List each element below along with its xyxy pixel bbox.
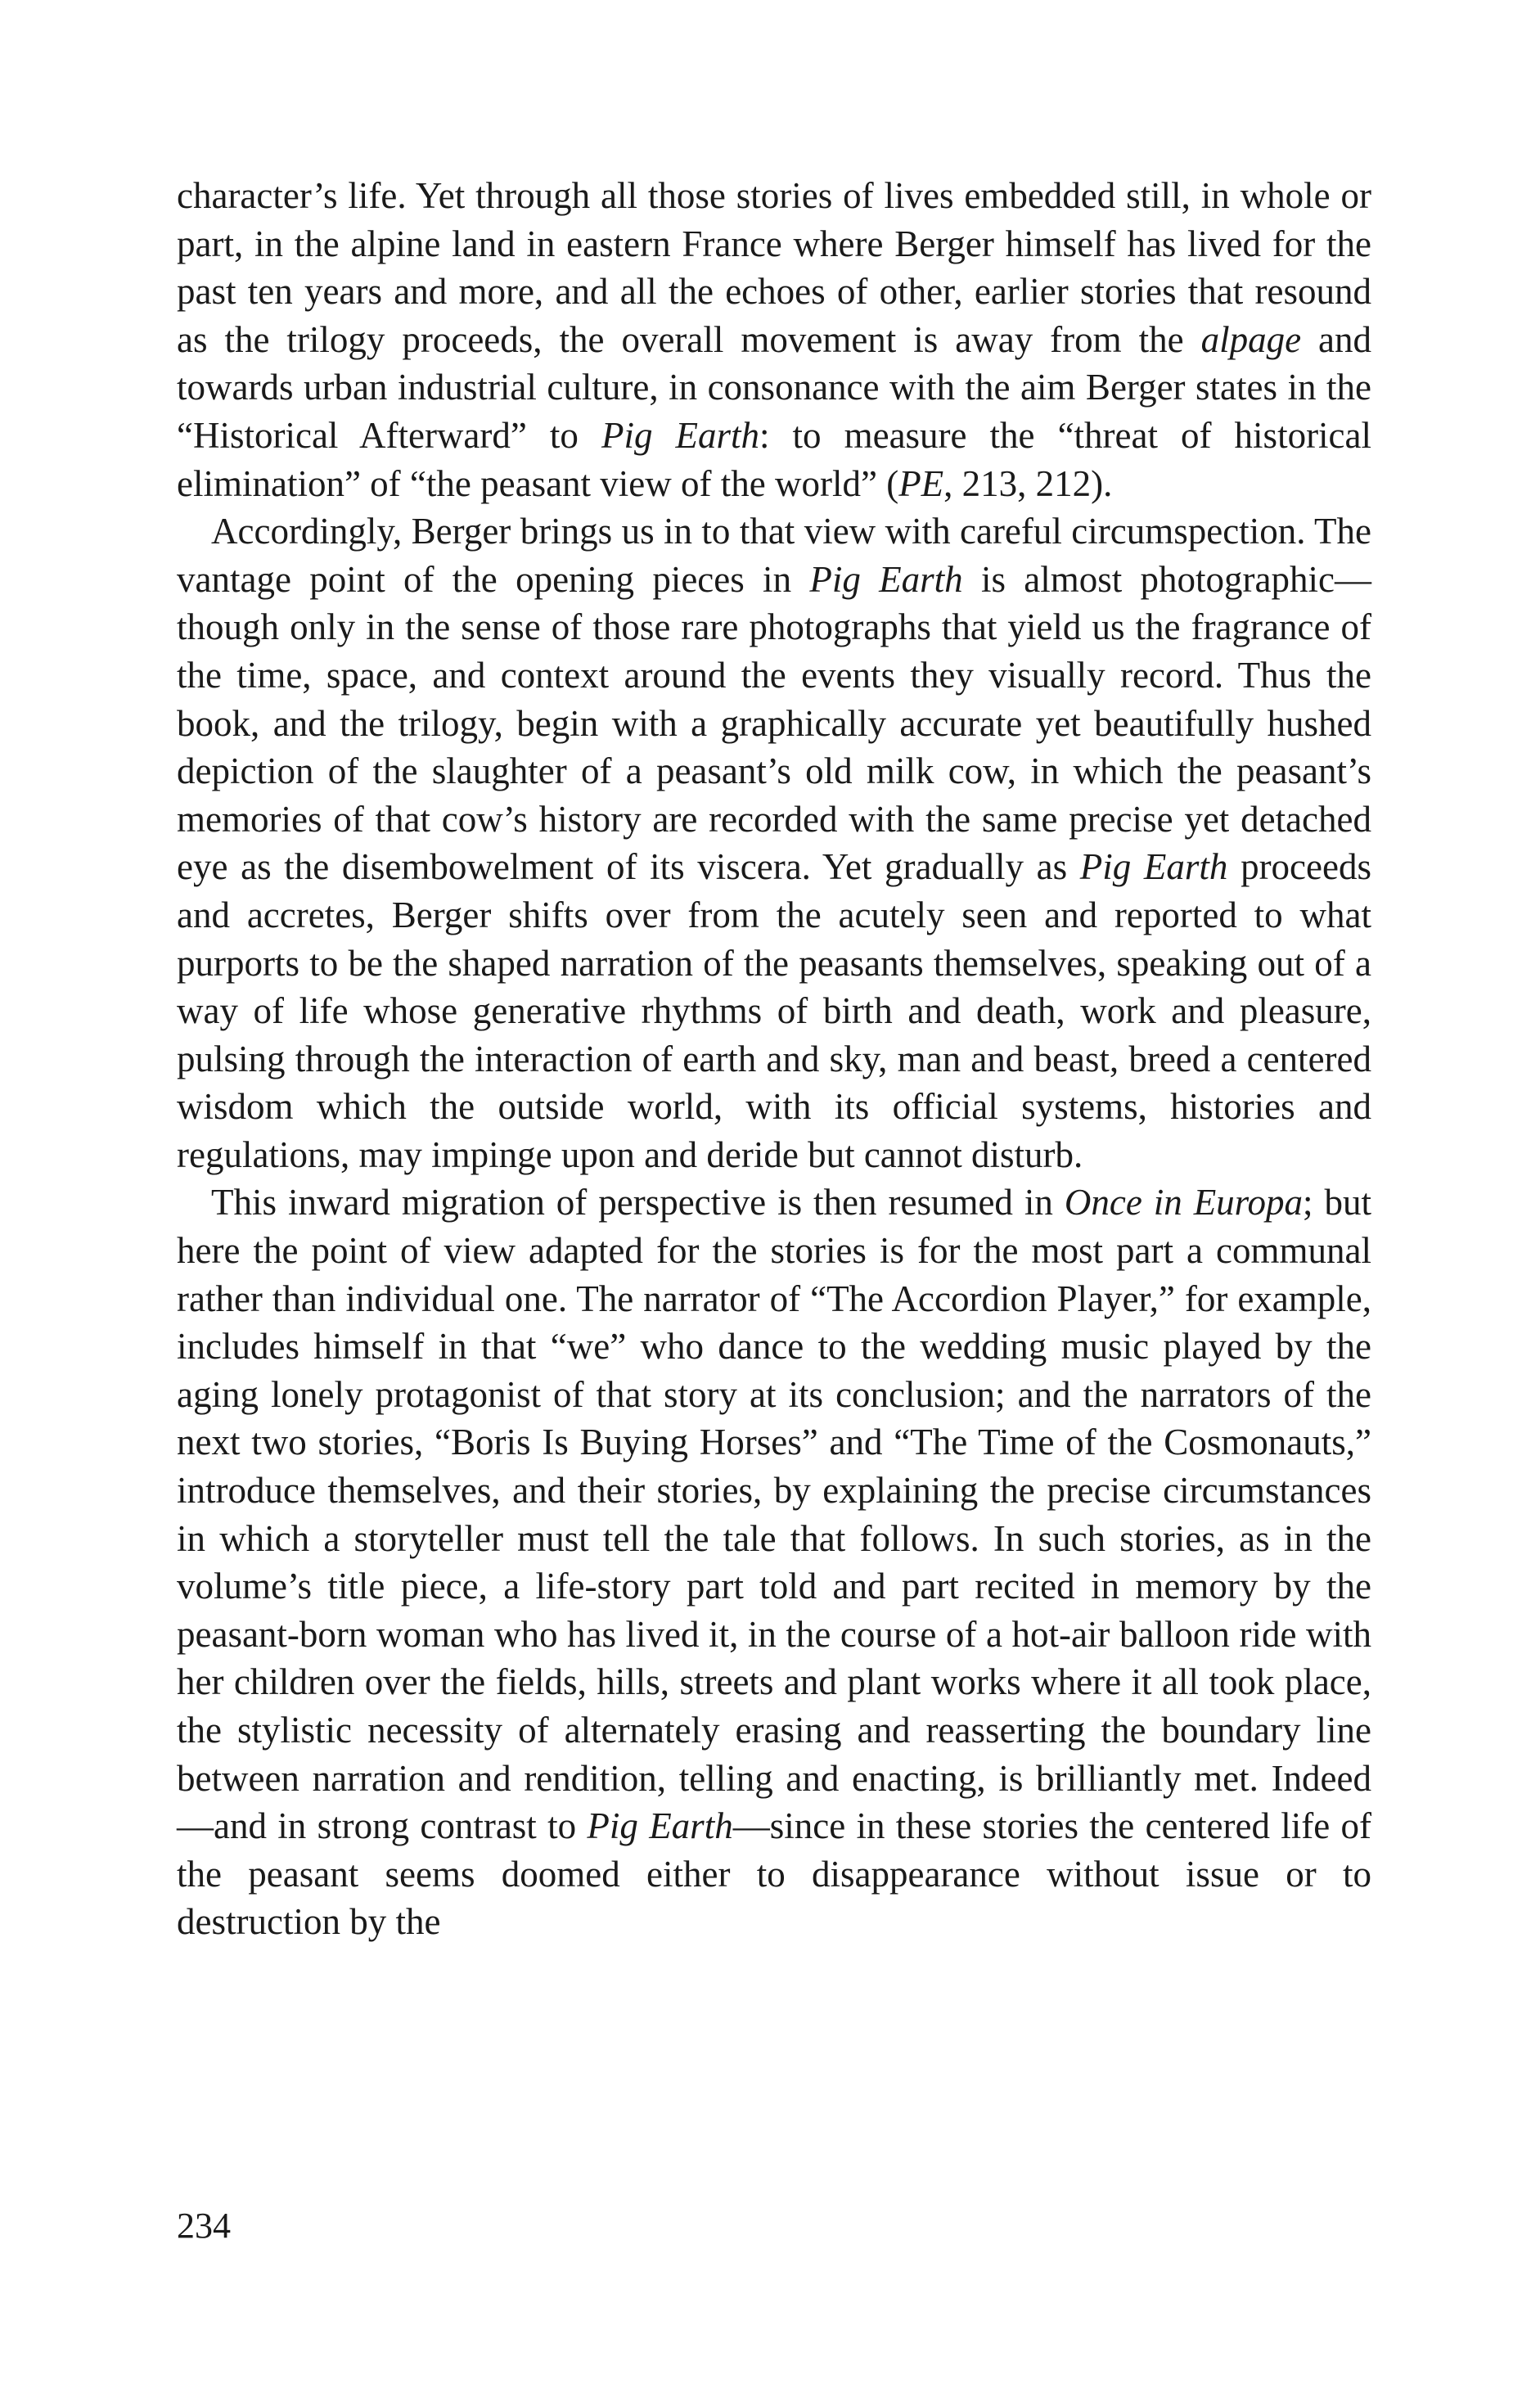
paragraph-1-segment-2: alpage <box>1200 318 1302 360</box>
paragraph-2 <box>177 507 1371 1178</box>
paragraph-1-segment-5: : to measure the “threat of historical elimination” of “the peasant view of the world” ( <box>177 414 1372 504</box>
paragraph-1-segment-6: PE <box>898 462 944 504</box>
paragraph-3-segment-1: This inward migration of perspective is then resumed in <box>211 1182 1065 1224</box>
paragraph-1-segment-4: Pig Earth <box>601 414 759 456</box>
paragraph-2-segment-3: is almost photographic—though only in the sense of those rare photographs that yield us the fragrance of the time, space, and context around the events they visually record. Thus the book, and the trilogy, begin with a graphically accurate yet beautifully hushed depiction of the slaughter of a peasant’s old milk cow, in which the peasant’s memories of that cow’s history are recorded with the same precise yet detached eye as the disembowelment of its viscera. Yet gradually as <box>177 558 1371 888</box>
paragraph-1-segment-7: , 213, 212). <box>943 462 1113 504</box>
paragraph-1-segment-1: character’s life. Yet through all those stories of lives embedded still, in whole or part, in the alpine land in eastern France where Berger himself has lived for the past ten years and more, and all the echoes of other, earlier stories that resound as the trilogy proceeds, the overall movement is away from the <box>177 175 1371 360</box>
paragraph-1 <box>177 172 1371 507</box>
paragraph-1-segment-3: and towards urban industrial culture, in consonance with the aim Berger states in the “Historical Afterward” to <box>177 318 1371 456</box>
paragraph-2-segment-5: proceeds and accretes, Berger shifts over from the acutely seen and reported to what purports to be the shaped narration of the peasants themselves, speaking out of a way of life whose generative rhythms of birth and death, work and pleasure, pulsing through the interaction of earth and sky, man and beast, breed a centered wisdom which the outside world, with its official systems, histories and regulations, may impinge upon and deride but cannot disturb. <box>177 846 1371 1175</box>
page-number: 234 <box>177 2206 231 2246</box>
paragraph-3 <box>177 1178 1371 1946</box>
paragraph-2-segment-4: Pig Earth <box>1079 846 1228 888</box>
paragraph-3-segment-4: Pig Earth <box>587 1805 733 1847</box>
paragraph-3-segment-2: Once in Europa <box>1064 1182 1304 1224</box>
paragraph-2-segment-2: Pig Earth <box>809 558 963 600</box>
paragraph-3-segment-5: —since in these stories the centered life of the peasant seems doomed either to disappearance without issue or to destruction by the <box>177 1805 1371 1943</box>
page-body <box>177 172 1371 1946</box>
paragraph-3-segment-3: ; but here the point of view adapted for the stories is for the most part a communal rather than individual one. The narrator of “The Accordion Player,” for example, includes himself in that “we” who dance to the wedding music played by the aging lonely protagonist of that story at its conclusion; and the narrators of the next two stories, “Boris Is Buying Horses” and “The Time of the Cosmonauts,” introduce themselves, and their stories, by explaining the precise circumstances in which a storyteller must tell the tale that follows. In such stories, as in the volume’s title piece, a life-story part told and part recited in memory by the peasant-born woman who has lived it, in the course of a hot-air balloon ride with her children over the fields, hills, streets and plant works where it all took place, the stylistic necessity of alternately erasing and reasserting the boundary line between narration and rendition, telling and enacting, is brilliantly met. Indeed—and in strong contrast to <box>177 1182 1371 1847</box>
paragraph-2-segment-1: Accordingly, Berger brings us in to that view with careful circumspection. The vantage point of the opening pieces in <box>177 511 1371 600</box>
